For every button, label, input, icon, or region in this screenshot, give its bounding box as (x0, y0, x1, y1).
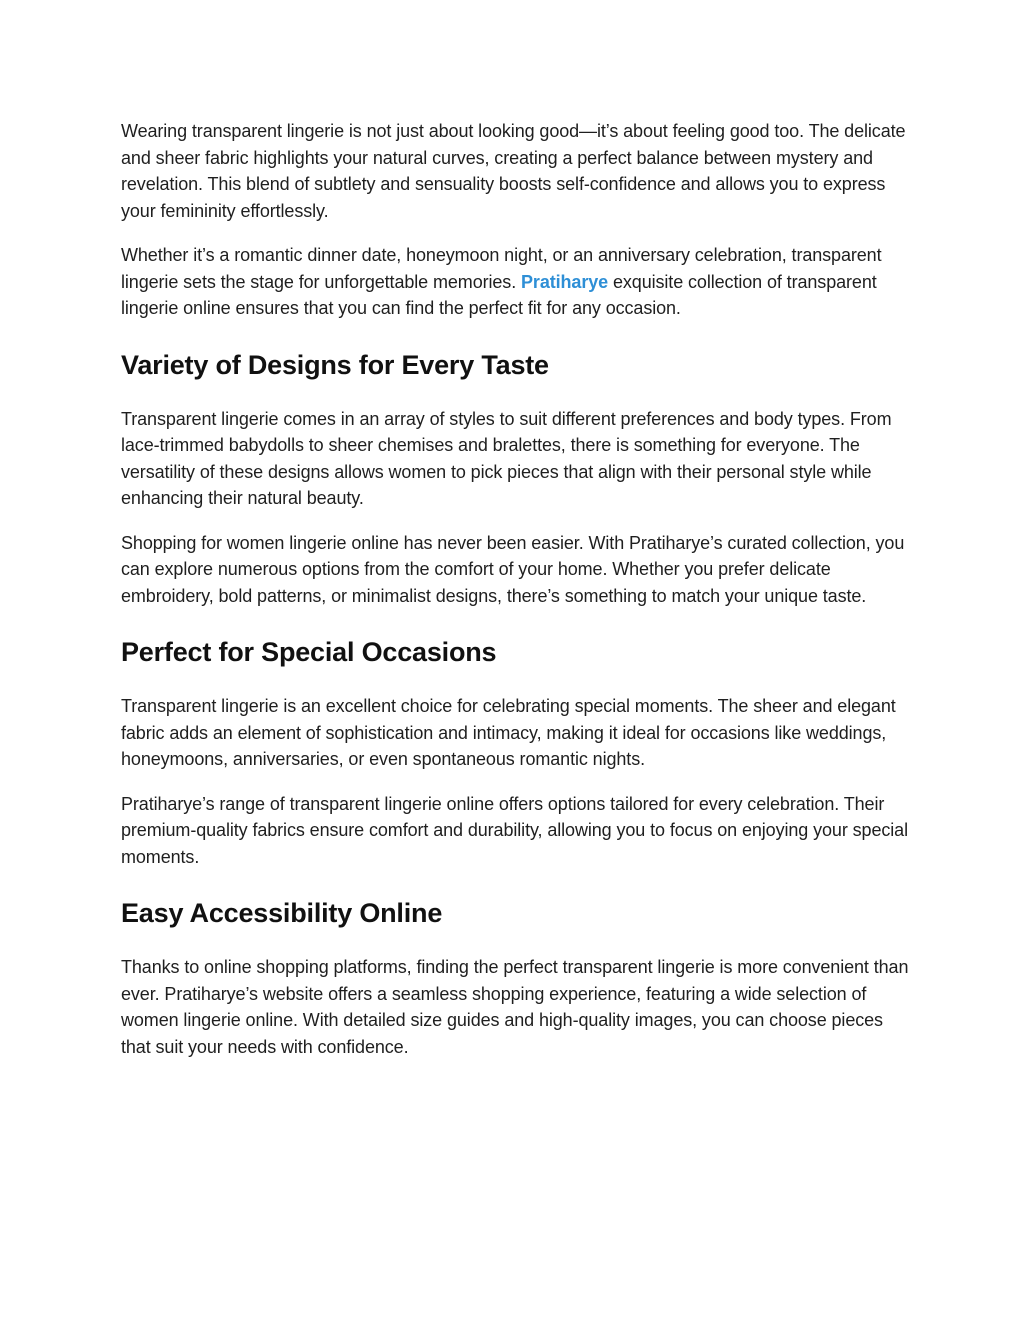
section-occasions-paragraph-1: Transparent lingerie is an excellent choice for celebrating special moments. The sheer and elegant fabric adds an element of sophistication and intimacy, making it ideal for occasions like weddings, honeymoons, anniversaries, or even spontaneous romantic nights. (121, 696, 896, 769)
section-occasions-paragraph-2: Pratiharye’s range of transparent lingerie online offers options tailored for every celebration. Their premium-quality fabrics ensure comfort and durability, allowing you to focus on enjoying your special moments. (121, 793, 908, 867)
section-heading-variety: Variety of Designs for Every Taste (121, 349, 549, 380)
document-page (121, 118, 911, 1078)
section-heading-occasions: Perfect for Special Occasions (121, 637, 497, 667)
intro-paragraph-2-text-before: Whether it’s a romantic dinner date, honeymoon night, or an anniversary celebration, transparent lingerie sets the stage for unforgettable memories. (121, 245, 882, 292)
section-variety-paragraph-1: Transparent lingerie comes in an array of styles to suit different preferences and body types. From lace-trimmed babydolls to sheer chemises and bralettes, there is something for everyone. The versatility of these designs allows women to pick pieces that align with their personal style while enhancing their natural beauty. (121, 408, 892, 508)
intro-paragraph-1: Wearing transparent lingerie is not just about looking good—it’s about feeling good too. The delicate and sheer fabric highlights your natural curves, creating a perfect balance between mystery and revelation. This blend of subtlety and sensuality boosts self-confidence and allows you to express your femininity effortlessly. (121, 121, 906, 221)
section-variety-paragraph-2: Shopping for women lingerie online has never been easier. With Pratiharye’s curated collection, you can explore numerous options from the comfort of your home. Whether you prefer delicate embroidery, bold patterns, or minimalist designs, there’s something to match your unique taste. (121, 532, 905, 606)
section-accessibility-paragraph-1: Thanks to online shopping platforms, finding the perfect transparent lingerie is more convenient than ever. Pratiharye’s website offers a seamless shopping experience, featuring a wide selection of women lingerie online. With detailed size guides and high-quality images, you can choose pieces that suit your needs with confidence. (121, 957, 909, 1057)
section-heading-accessibility: Easy Accessibility Online (121, 898, 443, 928)
intro-paragraph-2-text-after: exquisite collection of transparent lingerie online ensures that you can find the perfect fit for any occasion. (121, 271, 877, 318)
intro-paragraph-2 (121, 242, 911, 322)
pratiharye-link[interactable]: Pratiharye (521, 271, 609, 292)
